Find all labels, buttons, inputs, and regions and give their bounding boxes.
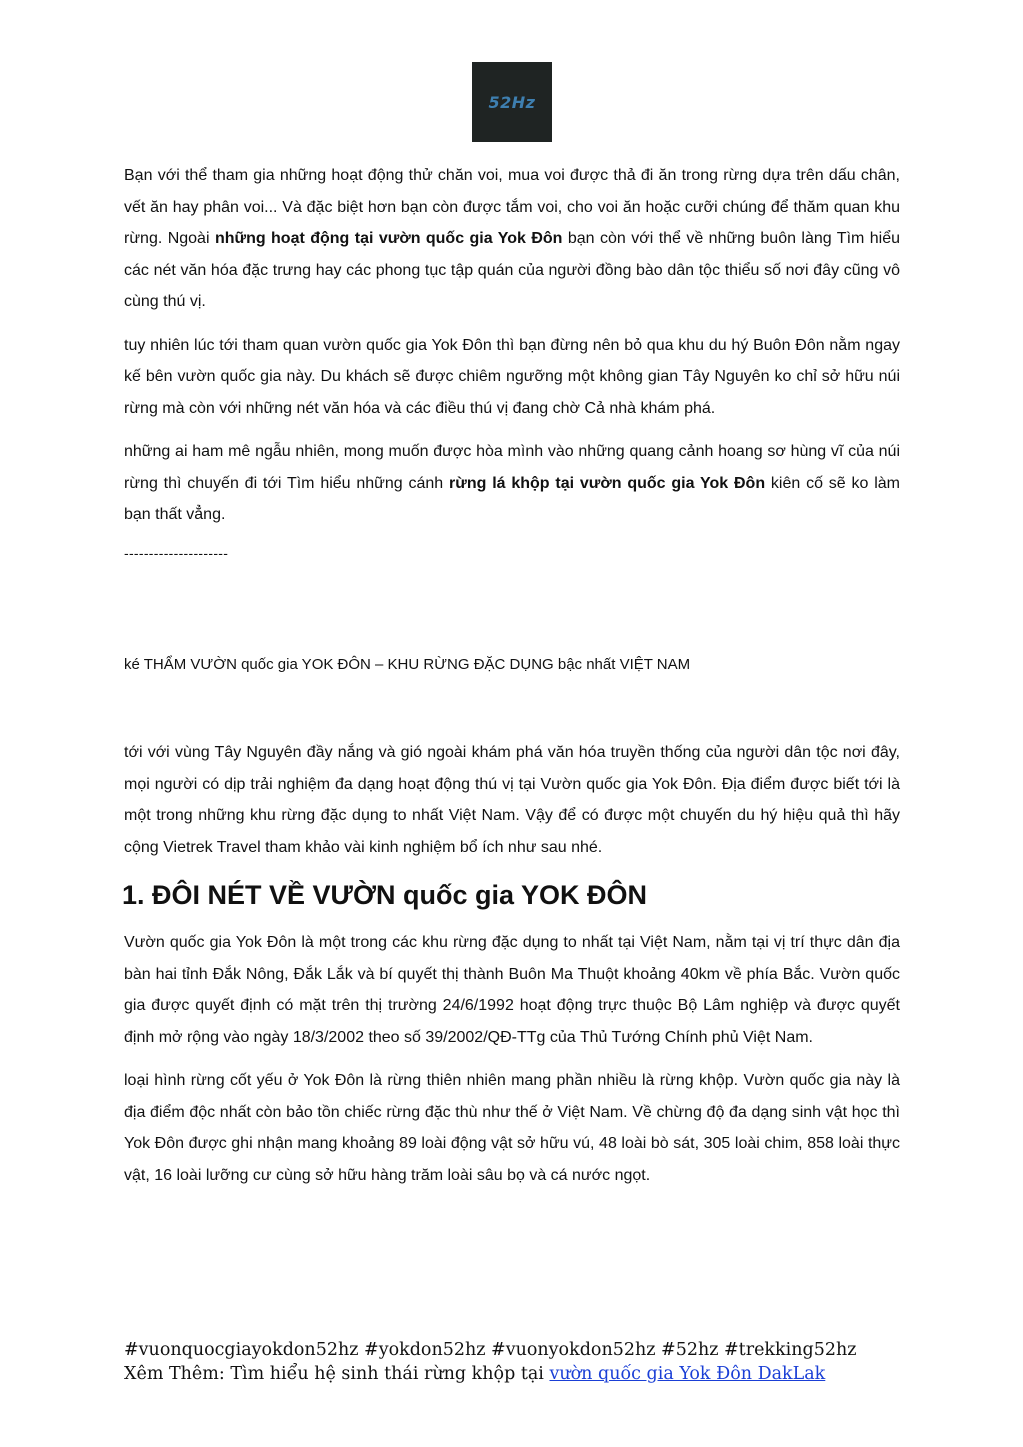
paragraph-buon-don (124, 330, 900, 425)
paragraph-bold-text: những hoạt động tại vườn quốc gia Yok Đôn (214, 230, 563, 247)
paragraph-text: những ai ham mê ngẫu nhiên, mong muốn được hòa mình vào những quang cảnh hoang sơ hùng vĩ của núi rừng thì chuyến đi tới Tìm hiểu những cánh (124, 443, 900, 492)
page-footer (124, 1338, 924, 1386)
paragraph-biodiversity: loại hình rừng cốt yếu ở Yok Đôn là rừng thiên nhiên mang phần nhiều là rừng khộp. Vườn quốc gia này là địa điểm độc nhất còn bảo tồn chiếc rừng đặc thù như thế ở Việt Nam. Về chừng độ đa dạng sinh vật học thì Yok Đôn được ghi nhận mang khoảng 89 loài động vật sở hữu vú, 48 loài bò sát, 305 loài chim, 858 loài thực vật, 16 loài lưỡng cư cùng sở hữu hàng trăm loài sâu bọ và cá nước ngọt. (124, 1072, 900, 1184)
footer-hashtags: #vuonquocgiayokdon52hz #yokdon52hz #vuonyokdon52hz #52hz #trekking52hz (124, 1340, 857, 1360)
footer-see-more (124, 1362, 924, 1386)
paragraph-text: kiên cố sẽ ko làm bạn thất vẳng. (124, 474, 901, 523)
footer-see-more-text: Xêm Thêm: Tìm hiểu hệ sinh thái rừng khộp tại (124, 1364, 550, 1384)
footer-link[interactable]: vườn quốc gia Yok Đôn DakLak (549, 1364, 826, 1384)
paragraph-overview: Vườn quốc gia Yok Đôn là một trong các khu rừng đặc dụng to nhất tại Việt Nam, nằm tại vị trí thực dân địa bàn hai tỉnh Đắk Nông, Đắk Lắk và bí quyết thị thành Buôn Ma Thuột khoảng 40km về phía Bắc. Vườn quốc gia được quyết định có mặt trên thị trường 24/6/1992 hoạt động trực thuộc Bộ Lâm nghiệp và được quyết định mở rộng vào ngày 18/3/2002 theo số 39/2002/QĐ-TTg của Thủ Tướng Chính phủ Việt Nam. (124, 934, 900, 1046)
paragraph-dipterocarp-forest (124, 436, 900, 531)
logo-text: 52Hz (488, 92, 536, 112)
article-subtitle: ké THẨM VƯỜN quốc gia YOK ĐÔN – KHU RỪNG ĐẶC DỤNG bậc nhất VIỆT NAM (124, 656, 691, 673)
section-heading: 1. ĐÔI NÉT VỀ VƯỜN quốc gia YOK ĐÔN (122, 880, 648, 910)
paragraph-text: Bạn với thể tham gia những hoạt động thử chăn voi, mua voi được thả đi ăn trong rừng dựa trên dấu chân, vết ăn hay phân voi... Và đặc biệt hơn bạn còn được tắm voi, cho voi ăn hoặc cưỡi chúng để thăm quan khu rừng. Ngoài (124, 167, 900, 247)
divider-line: --------------------- (124, 544, 229, 561)
logo-52hz (472, 62, 552, 142)
article-body (124, 737, 900, 1203)
paragraph-text: bạn còn với thể về những buôn làng Tìm hiểu các nét văn hóa đặc trưng hay các phong tục tập quán của người đồng bào dân tộc thiểu số nơi đây cũng vô cùng thú vị. (124, 230, 901, 310)
article-top (124, 160, 900, 563)
paragraph-text: tuy nhiên lúc tới tham quan vườn quốc gia Yok Đôn thì bạn đừng nên bỏ qua khu du hý Buôn Đôn nằm ngay kế bên vườn quốc gia này. Du khách sẽ được chiêm ngưỡng một không gian Tây Nguyên ko chỉ sở hữu núi rừng mà còn với những nét văn hóa và các điều thú vị đang chờ Cả nhà khám phá. (124, 336, 900, 417)
paragraph-elephant-activities (124, 160, 900, 318)
paragraph-intro: tới với vùng Tây Nguyên đầy nắng và gió ngoài khám phá văn hóa truyền thống của người dân tộc nơi đây, mọi người có dịp trải nghiệm đa dạng hoạt động thú vị tại Vườn quốc gia Yok Đôn. Địa điểm được biết tới là một trong những khu rừng đặc dụng to nhất Việt Nam. Vậy để có được một chuyến du hý hiệu quả thì hãy cộng Vietrek Travel tham khảo vài kinh nghiệm bổ ích như sau nhé. (124, 744, 900, 856)
paragraph-bold-text: rừng lá khộp tại vườn quốc gia Yok Đôn (449, 474, 766, 492)
